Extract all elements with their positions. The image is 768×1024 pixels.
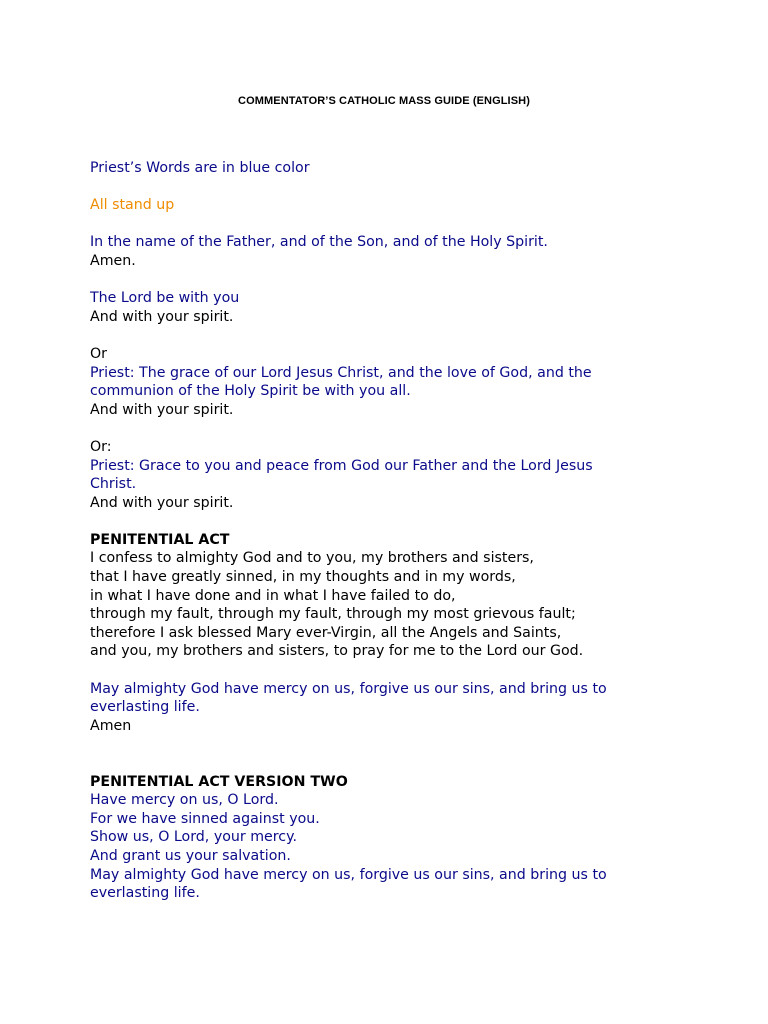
priest-words-legend: Priest’s Words are in blue color	[90, 160, 310, 176]
or-separator: Or	[90, 345, 108, 362]
spacer	[90, 419, 710, 438]
penitential-two-line: May almighty God have mercy on us, forgive us our sins, and bring us to	[90, 866, 607, 883]
greeting-option-two-line-1: Priest: The grace of our Lord Jesus Christ, and the love of God, and the	[90, 364, 592, 381]
confiteor-line: and you, my brothers and sisters, to pray for me to the Lord our God.	[90, 643, 584, 660]
greeting-option-three-line-1: Priest: Grace to you and peace from God our Father and the Lord Jesus	[90, 457, 593, 474]
document-body	[90, 159, 710, 903]
penitential-two-line: And grant us your salvation.	[90, 847, 291, 864]
confiteor-line: therefore I ask blessed Mary ever-Virgin, all the Angels and Saints,	[90, 624, 562, 641]
sign-of-cross-response: Amen.	[90, 252, 136, 269]
lord-be-with-you-response: And with your spirit.	[90, 308, 234, 325]
penitential-two-line: For we have sinned against you.	[90, 810, 320, 827]
greeting-option-three-line-2: Christ.	[90, 476, 137, 493]
confiteor-line: in what I have done and in what I have failed to do,	[90, 587, 456, 604]
spacer	[90, 661, 710, 680]
penitential-two-line: Have mercy on us, O Lord.	[90, 792, 279, 809]
document-title: COMMENTATOR’S CATHOLIC MASS GUIDE (ENGLISH)	[238, 95, 530, 107]
spacer	[90, 512, 710, 531]
spacer	[90, 326, 710, 345]
greeting-option-three-response: And with your spirit.	[90, 494, 234, 511]
greeting-option-two-line-2: communion of the Holy Spirit be with you all.	[90, 383, 411, 400]
spacer	[90, 754, 710, 773]
instruction-stand: All stand up	[90, 197, 175, 214]
confiteor-line: through my fault, through my fault, through my most grievous fault;	[90, 606, 576, 623]
spacer	[90, 271, 710, 290]
spacer	[90, 178, 710, 197]
spacer	[90, 215, 710, 234]
confiteor-line: that I have greatly sinned, in my thoughts and in my words,	[90, 569, 516, 586]
sign-of-cross-line: In the name of the Father, and of the Son, and of the Holy Spirit.	[90, 234, 548, 251]
absolution-line-2: everlasting life.	[90, 699, 200, 716]
greeting-option-two-response: And with your spirit.	[90, 401, 234, 418]
spacer	[90, 735, 710, 754]
penitential-two-line: Show us, O Lord, your mercy.	[90, 829, 297, 846]
absolution-line-1: May almighty God have mercy on us, forgive us our sins, and bring us to	[90, 680, 607, 697]
penitential-act-two-heading: PENITENTIAL ACT VERSION TWO	[90, 773, 348, 790]
absolution-response: Amen	[90, 717, 132, 734]
or-separator: Or:	[90, 438, 112, 455]
confiteor-line: I confess to almighty God and to you, my brothers and sisters,	[90, 550, 534, 567]
penitential-act-heading: PENITENTIAL ACT	[90, 531, 230, 548]
penitential-two-line: everlasting life.	[90, 885, 200, 902]
lord-be-with-you-line: The Lord be with you	[90, 290, 240, 307]
